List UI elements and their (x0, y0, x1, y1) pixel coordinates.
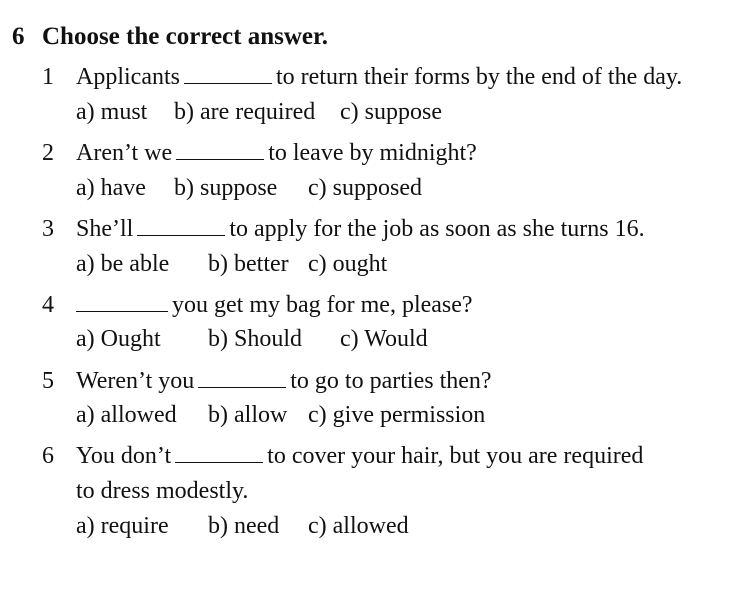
option-c[interactable]: c) ought (308, 251, 388, 277)
question-text (76, 213, 645, 245)
option-b[interactable]: b) better (208, 251, 289, 277)
question-text-continuation: to dress modestly. (76, 478, 249, 504)
answer-blank[interactable] (137, 215, 225, 236)
question-text-after: to cover your hair, but you are required (267, 443, 644, 469)
option-b[interactable]: b) are required (174, 99, 316, 125)
question-text (76, 137, 477, 169)
option-c[interactable]: c) give permission (308, 402, 486, 428)
answer-blank[interactable] (184, 63, 272, 84)
answer-blank[interactable] (175, 442, 263, 463)
question-number: 2 (42, 140, 54, 166)
question-text-before: Applicants (76, 64, 180, 90)
option-a[interactable]: a) allowed (76, 402, 177, 428)
exercise-instruction: Choose the correct answer. (42, 23, 329, 50)
question-options (76, 172, 422, 204)
option-a[interactable]: a) be able (76, 251, 170, 277)
option-b[interactable]: b) need (208, 513, 280, 539)
question-number: 6 (42, 443, 54, 469)
option-c[interactable]: c) Would (340, 326, 428, 352)
answer-blank[interactable] (176, 139, 264, 160)
exercise-number: 6 (12, 23, 25, 50)
option-a[interactable]: a) Ought (76, 326, 161, 352)
option-b[interactable]: b) Should (208, 326, 303, 352)
question-text-after: to leave by midnight? (268, 140, 477, 166)
question-text-before: Aren’t we (76, 140, 173, 166)
question-text-after: to go to parties then? (290, 368, 492, 394)
question-options (76, 510, 409, 542)
question-text (76, 440, 643, 472)
question-options (76, 96, 442, 128)
question-number: 4 (42, 292, 54, 318)
question-text-after: to return their forms by the end of the day. (275, 64, 683, 90)
option-b[interactable]: b) suppose (174, 175, 278, 201)
question-options (76, 399, 485, 431)
question-text (76, 365, 492, 397)
option-a[interactable]: a) require (76, 513, 169, 539)
option-c[interactable]: c) suppose (340, 99, 442, 125)
option-c[interactable]: c) allowed (308, 513, 409, 539)
question-text-after: you get my bag for me, please? (172, 292, 473, 318)
question-number: 1 (42, 64, 54, 90)
question-text (76, 289, 473, 321)
question-text-before: She’ll (76, 216, 134, 242)
question-number: 5 (42, 368, 54, 394)
exercise-heading (12, 20, 328, 54)
question-text-before: Weren’t you (76, 368, 195, 394)
option-a[interactable]: a) must (76, 99, 148, 125)
question-number: 3 (42, 216, 54, 242)
question-options (76, 323, 428, 355)
option-a[interactable]: a) have (76, 175, 146, 201)
question-options (76, 248, 387, 280)
answer-blank[interactable] (198, 367, 286, 388)
question-text-after: to apply for the job as soon as she turns 16. (229, 216, 645, 242)
option-c[interactable]: c) supposed (308, 175, 422, 201)
option-b[interactable]: b) allow (208, 402, 288, 428)
question-text (76, 61, 682, 93)
question-text-before: You don’t (76, 443, 172, 469)
answer-blank[interactable] (76, 291, 168, 312)
